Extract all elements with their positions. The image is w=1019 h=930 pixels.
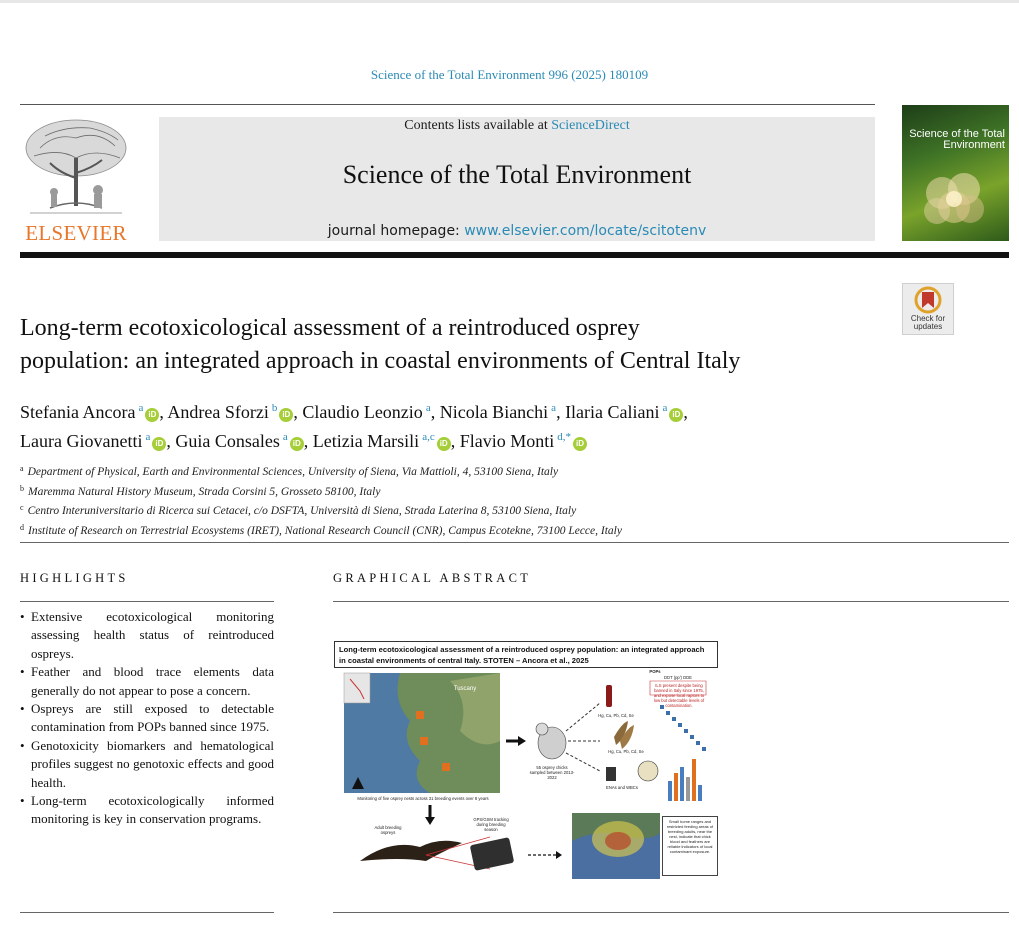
author-name[interactable] <box>20 431 171 451</box>
author-separator: , <box>166 431 171 451</box>
journal-cover[interactable] <box>902 105 1009 241</box>
pops-label: POPs <box>649 669 661 674</box>
author-name[interactable] <box>175 431 308 451</box>
highlight-item: • Extensive ecotoxicological monitoring assessing health status of reintroduced ospreys. <box>20 608 274 663</box>
affiliations <box>20 461 980 539</box>
author-label: Flavio Monti <box>459 431 555 451</box>
affiliation-text: Institute of Research on Terrestrial Ecosystems (IRET), National Research Council (CNR), Campus Ecotekne, 73100 Lecce, Italy <box>28 524 622 537</box>
affiliation-marker[interactable]: a <box>138 402 144 414</box>
journal-homepage: journal homepage: www.elsevier.com/locate/scitotenv <box>327 223 707 239</box>
author-separator: , <box>159 402 164 422</box>
author-name[interactable] <box>167 402 297 422</box>
affiliation-marker[interactable]: a <box>662 402 668 414</box>
graphical-abstract-bottom-rule <box>333 912 1009 913</box>
sciencedirect-link[interactable]: ScienceDirect <box>551 118 630 133</box>
author-separator: , <box>293 402 298 422</box>
masthead-rule <box>20 252 1009 258</box>
affiliation-letter: a <box>20 464 24 473</box>
orcid-icon[interactable]: iD <box>145 408 159 422</box>
cover-art <box>902 105 1009 241</box>
author-separator: , <box>450 431 456 451</box>
metals-label-2: Hg, Cu, Pb, Cd, Se <box>608 749 644 754</box>
adults-caption: Adult breeding ospreys <box>374 825 402 835</box>
author-list <box>20 396 900 454</box>
highlights-rule <box>20 601 274 602</box>
check-for-updates-label: Check for updates <box>910 314 946 331</box>
affiliation-item <box>20 520 980 540</box>
orcid-icon[interactable]: iD <box>437 437 451 451</box>
gps-caption: GPS/GSM tracking during breeding season <box>473 817 509 832</box>
cover-title: Science of the Total Environment <box>909 128 1005 151</box>
affiliation-marker[interactable]: a,c <box>422 431 435 443</box>
highlights-bottom-rule <box>20 912 274 913</box>
affiliation-marker[interactable]: a <box>551 402 557 414</box>
top-border <box>0 0 1019 3</box>
author-name[interactable] <box>440 402 561 422</box>
section-rule <box>20 542 1009 543</box>
author-label: Nicola Bianchi <box>439 402 549 422</box>
author-name[interactable] <box>302 402 435 422</box>
graphical-abstract-figure[interactable] <box>330 641 722 885</box>
affiliation-marker[interactable]: b <box>271 402 278 414</box>
author-separator: , <box>430 402 436 422</box>
graphical-abstract-heading: GRAPHICAL ABSTRACT <box>333 571 532 585</box>
author-name[interactable] <box>20 402 164 422</box>
highlight-item: • Long-term ecotoxicologically informed monitoring is key in conservation programs. <box>20 792 274 829</box>
affiliation-letter: b <box>20 483 24 493</box>
journal-citation[interactable]: Science of the Total Environment 996 (2025) 180109 <box>370 67 649 82</box>
affiliation-letter: d <box>20 522 24 532</box>
author-label: Ilaria Caliani <box>565 402 660 422</box>
metals-label-1: Hg, Cu, Pb, Cd, Se <box>598 713 634 718</box>
author-label: Guia Consales <box>175 431 280 451</box>
highlight-item: • Genotoxicity biomarkers and hematological profiles suggest no genotoxic effects and good health. <box>20 737 274 792</box>
highlight-item: • Ospreys are still exposed to detectable contamination from POPs banned since 1975. <box>20 700 274 737</box>
highlight-item: • Feather and blood trace elements data generally do not appear to pose a concern. <box>20 663 274 700</box>
graphical-abstract-rule <box>333 601 1009 602</box>
author-label: Laura Giovanetti <box>20 431 143 451</box>
highlights-heading: HIGHLIGHTS <box>20 571 129 585</box>
orcid-icon[interactable]: iD <box>279 408 293 422</box>
affiliation-marker[interactable]: a <box>282 431 288 443</box>
affiliation-text: Maremma Natural History Museum, Strada Corsini 5, Grosseto 58100, Italy <box>28 485 381 498</box>
bookmark-icon <box>903 284 955 314</box>
highlights-list <box>20 608 274 829</box>
ddt-note: DDT (pp') DDE <box>664 675 692 680</box>
journal-masthead <box>159 117 875 241</box>
homepage-link[interactable]: www.elsevier.com/locate/scitotenv <box>464 223 707 239</box>
affiliation-text: Centro Interuniversitario di Ricerca sui Cetacei, c/o DSFTA, Università di Siena, Strada Laterina 8, 53100 Siena, Italy <box>27 505 577 517</box>
pops-note: ILS present despite being banned in Italy since 1975, and expose local raptors to low but detectable levels of contamination. <box>653 683 705 708</box>
orcid-icon[interactable]: iD <box>152 437 166 451</box>
chicks-caption: 55 osprey chicks sampled between 2013-2022 <box>529 765 575 780</box>
cells-label: ENAs and WBCs <box>606 785 638 790</box>
affiliation-letter: c <box>20 503 24 512</box>
affiliation-item <box>20 481 980 501</box>
affiliation-item <box>20 500 980 520</box>
article-title: Long-term ecotoxicological assessment of a reintroduced osprey population: an integrated approach in coastal environments of Central Italy <box>20 315 741 374</box>
author-name[interactable] <box>460 431 587 451</box>
affiliation-marker[interactable]: a <box>425 402 431 414</box>
affiliation-text: Department of Physical, Earth and Environmental Sciences, University of Siena, Via Mattioli, 4, 53100 Siena, Italy <box>27 466 559 478</box>
home-range-note: Small home ranges and restricted feeding areas of breeding adults, near the nest, indicate that chick blood and feathers are reliable indicators of local contaminant exposure. <box>662 816 718 876</box>
author-name[interactable] <box>313 431 455 451</box>
affiliation-marker[interactable]: d,* <box>557 431 571 443</box>
author-separator: , <box>683 402 688 422</box>
orcid-icon[interactable]: iD <box>669 408 683 422</box>
orcid-icon[interactable]: iD <box>573 437 587 451</box>
affiliation-item <box>20 461 980 481</box>
author-separator: , <box>303 431 309 451</box>
graphical-abstract-title: Long-term ecotoxicological assessment of a reintroduced osprey population: an integrated approach in coastal environments of central Italy. STOTEN – Ancora et al., 2025 <box>334 641 718 668</box>
author-name[interactable] <box>565 402 688 422</box>
affiliation-marker[interactable]: a <box>145 431 151 443</box>
author-separator: , <box>556 402 561 422</box>
author-label: Andrea Sforzi <box>167 402 269 422</box>
contents-line: Contents lists available at ScienceDirect <box>404 118 630 133</box>
header-rule <box>20 104 875 105</box>
author-label: Claudio Leonzio <box>302 402 423 422</box>
author-label: Stefania Ancora <box>20 402 136 422</box>
author-label: Letizia Marsili <box>312 431 420 451</box>
elsevier-wordmark: ELSEVIER <box>25 221 127 245</box>
check-for-updates-button[interactable] <box>902 283 954 335</box>
map-region-label: Tuscany <box>453 686 477 692</box>
journal-title: Science of the Total Environment <box>342 160 692 189</box>
map-caption: Monitoring of five osprey nests across 31 breeding events over 8 years <box>357 796 489 801</box>
orcid-icon[interactable]: iD <box>290 437 304 451</box>
